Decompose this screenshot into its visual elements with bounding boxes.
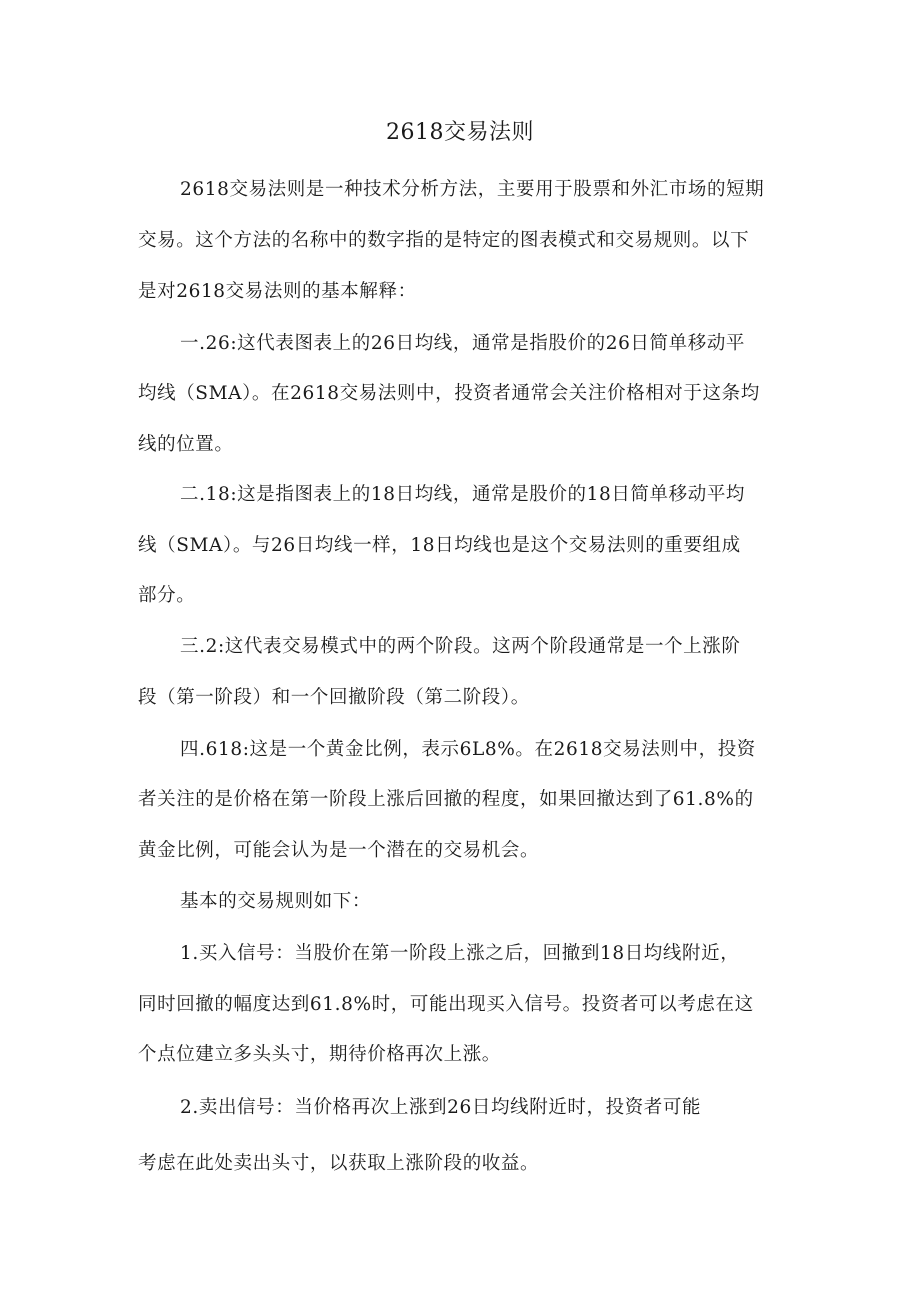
paragraph-line: 考虑在此处卖出头寸，以获取上涨阶段的收益。 bbox=[138, 1153, 540, 1174]
paragraph-line: 一.26:这代表图表上的26日均线，通常是指股价的26日简单移动平 bbox=[180, 333, 746, 354]
paragraph-line: 2618交易法则是一种技术分析方法，主要用于股票和外汇市场的短期 bbox=[180, 179, 765, 200]
paragraph-line: 二.18:这是指图表上的18日均线，通常是股价的18日简单移动平均 bbox=[180, 484, 746, 505]
paragraph-line: 均线（SMA）。在2618交易法则中，投资者通常会关注价格相对于这条均 bbox=[138, 383, 760, 404]
paragraph-line: 2.卖出信号：当价格再次上涨到26日均线附近时，投资者可能 bbox=[180, 1097, 702, 1118]
paragraph-line: 个点位建立多头头寸，期待价格再次上涨。 bbox=[138, 1044, 501, 1065]
paragraph-line: 段（第一阶段）和一个回撤阶段（第二阶段）。 bbox=[138, 687, 530, 708]
paragraph-line: 三.2:这代表交易模式中的两个阶段。这两个阶段通常是一个上涨阶 bbox=[180, 636, 741, 657]
paragraph-line: 部分。 bbox=[138, 585, 196, 606]
paragraph-line: 基本的交易规则如下： bbox=[180, 891, 372, 912]
paragraph-line: 黄金比例，可能会认为是一个潜在的交易机会。 bbox=[138, 840, 540, 861]
paragraph-line: 线的位置。 bbox=[138, 434, 234, 455]
paragraph-line: 四.618:这是一个黄金比例，表示6L8%。在2618交易法则中，投资 bbox=[180, 739, 756, 760]
document-title: 2618交易法则 bbox=[386, 120, 534, 145]
paragraph-line: 线（SMA）。与26日均线一样，18日均线也是这个交易法则的重要组成 bbox=[138, 535, 741, 556]
paragraph-line: 是对2618交易法则的基本解释： bbox=[138, 281, 417, 302]
paragraph-line: 交易。这个方法的名称中的数字指的是特定的图表模式和交易规则。以下 bbox=[138, 230, 750, 251]
paragraph-line: 同时回撤的幅度达到61.8%时，可能出现买入信号。投资者可以考虑在这 bbox=[138, 994, 754, 1015]
paragraph-line: 者关注的是价格在第一阶段上涨后回撤的程度，如果回撤达到了61.8%的 bbox=[138, 789, 754, 810]
paragraph-line: 1.买入信号：当股价在第一阶段上涨之后，回撤到18日均线附近， bbox=[180, 943, 740, 964]
